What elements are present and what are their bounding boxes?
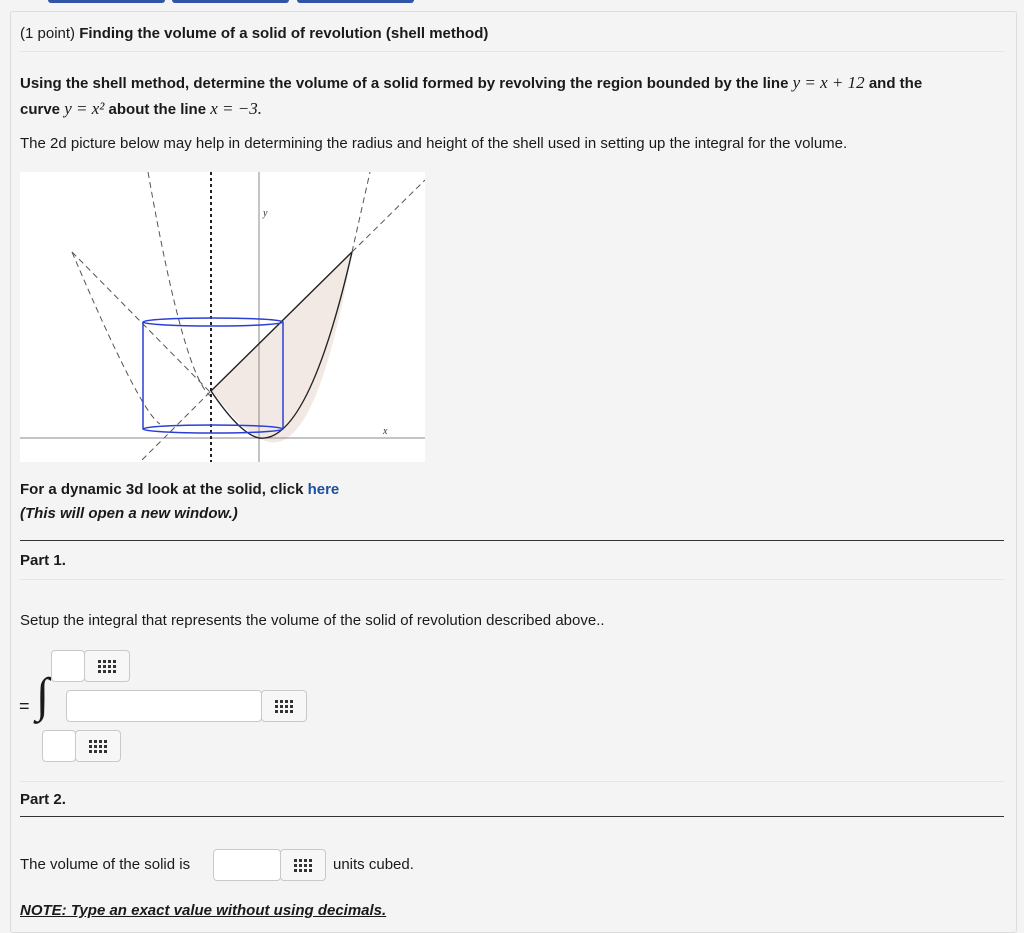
lower-limit-palette-button[interactable] bbox=[75, 730, 121, 762]
statement-curve: curve bbox=[20, 101, 61, 118]
extended-line bbox=[352, 172, 425, 252]
dynamic-line bbox=[20, 481, 339, 498]
statement-and: and the bbox=[868, 75, 923, 92]
volume-prefix: The volume of the solid is bbox=[20, 856, 191, 873]
equals-sign: = bbox=[19, 696, 30, 716]
part1-divider bbox=[20, 579, 1004, 580]
shell-top bbox=[143, 318, 283, 326]
reflected-parabola bbox=[72, 172, 212, 424]
part1-prompt: Setup the integral that represents the volume of the solid of revolution described above.. bbox=[20, 612, 605, 629]
shell-diagram bbox=[20, 172, 425, 462]
grid-icon bbox=[89, 740, 107, 753]
part2-top-divider bbox=[20, 781, 1004, 782]
integrand-input[interactable] bbox=[66, 690, 262, 722]
points-label: (1 point) bbox=[20, 25, 76, 42]
volume-input[interactable] bbox=[213, 849, 281, 881]
part1-top-divider bbox=[20, 540, 1004, 541]
y-axis-label: y bbox=[263, 208, 268, 219]
statement-about: about the line bbox=[108, 101, 207, 118]
integrand-palette-button[interactable] bbox=[261, 690, 307, 722]
problem-title: Finding the volume of a solid of revolution (shell method) bbox=[79, 25, 489, 42]
grid-icon bbox=[98, 660, 116, 673]
part1-title: Part 1. bbox=[20, 552, 66, 569]
part2-divider bbox=[20, 816, 1004, 817]
grid-icon bbox=[294, 859, 312, 872]
header-divider bbox=[20, 51, 1004, 52]
volume-suffix: units cubed. bbox=[333, 856, 414, 873]
shell-figure bbox=[20, 172, 425, 462]
upper-limit-input[interactable] bbox=[51, 650, 85, 682]
lower-limit-input[interactable] bbox=[42, 730, 76, 762]
volume-palette-button[interactable] bbox=[280, 849, 326, 881]
top-tab-2[interactable] bbox=[172, 0, 289, 3]
hint-text: The 2d picture below may help in determining the radius and height of the shell used in setting up the integral for the volume. bbox=[20, 135, 848, 152]
dynamic-3d-link[interactable]: here bbox=[307, 481, 340, 498]
upper-limit-palette-button[interactable] bbox=[84, 650, 130, 682]
part2-title: Part 2. bbox=[20, 791, 66, 808]
problem-header bbox=[20, 25, 488, 42]
statement-text: Using the shell method, determine the volume of a solid formed by revolving the region bounded by the line bbox=[20, 75, 789, 92]
axis-equation: x = −3. bbox=[210, 99, 262, 118]
curve-equation: y = x² bbox=[64, 99, 105, 118]
reflected-line bbox=[72, 252, 210, 462]
integral-sign: ∫ bbox=[36, 669, 50, 722]
line-equation: y = x + 12 bbox=[792, 73, 865, 92]
grid-icon bbox=[275, 700, 293, 713]
x-axis-label: x bbox=[383, 426, 388, 437]
top-tab-3[interactable] bbox=[297, 0, 414, 3]
problem-statement bbox=[20, 70, 1010, 122]
dynamic-text: For a dynamic 3d look at the solid, click bbox=[20, 481, 304, 498]
region-fill bbox=[211, 252, 352, 443]
dynamic-note: (This will open a new window.) bbox=[20, 505, 238, 522]
exact-value-note: NOTE: Type an exact value without using decimals. bbox=[20, 902, 387, 919]
top-tab-1[interactable] bbox=[48, 0, 165, 3]
